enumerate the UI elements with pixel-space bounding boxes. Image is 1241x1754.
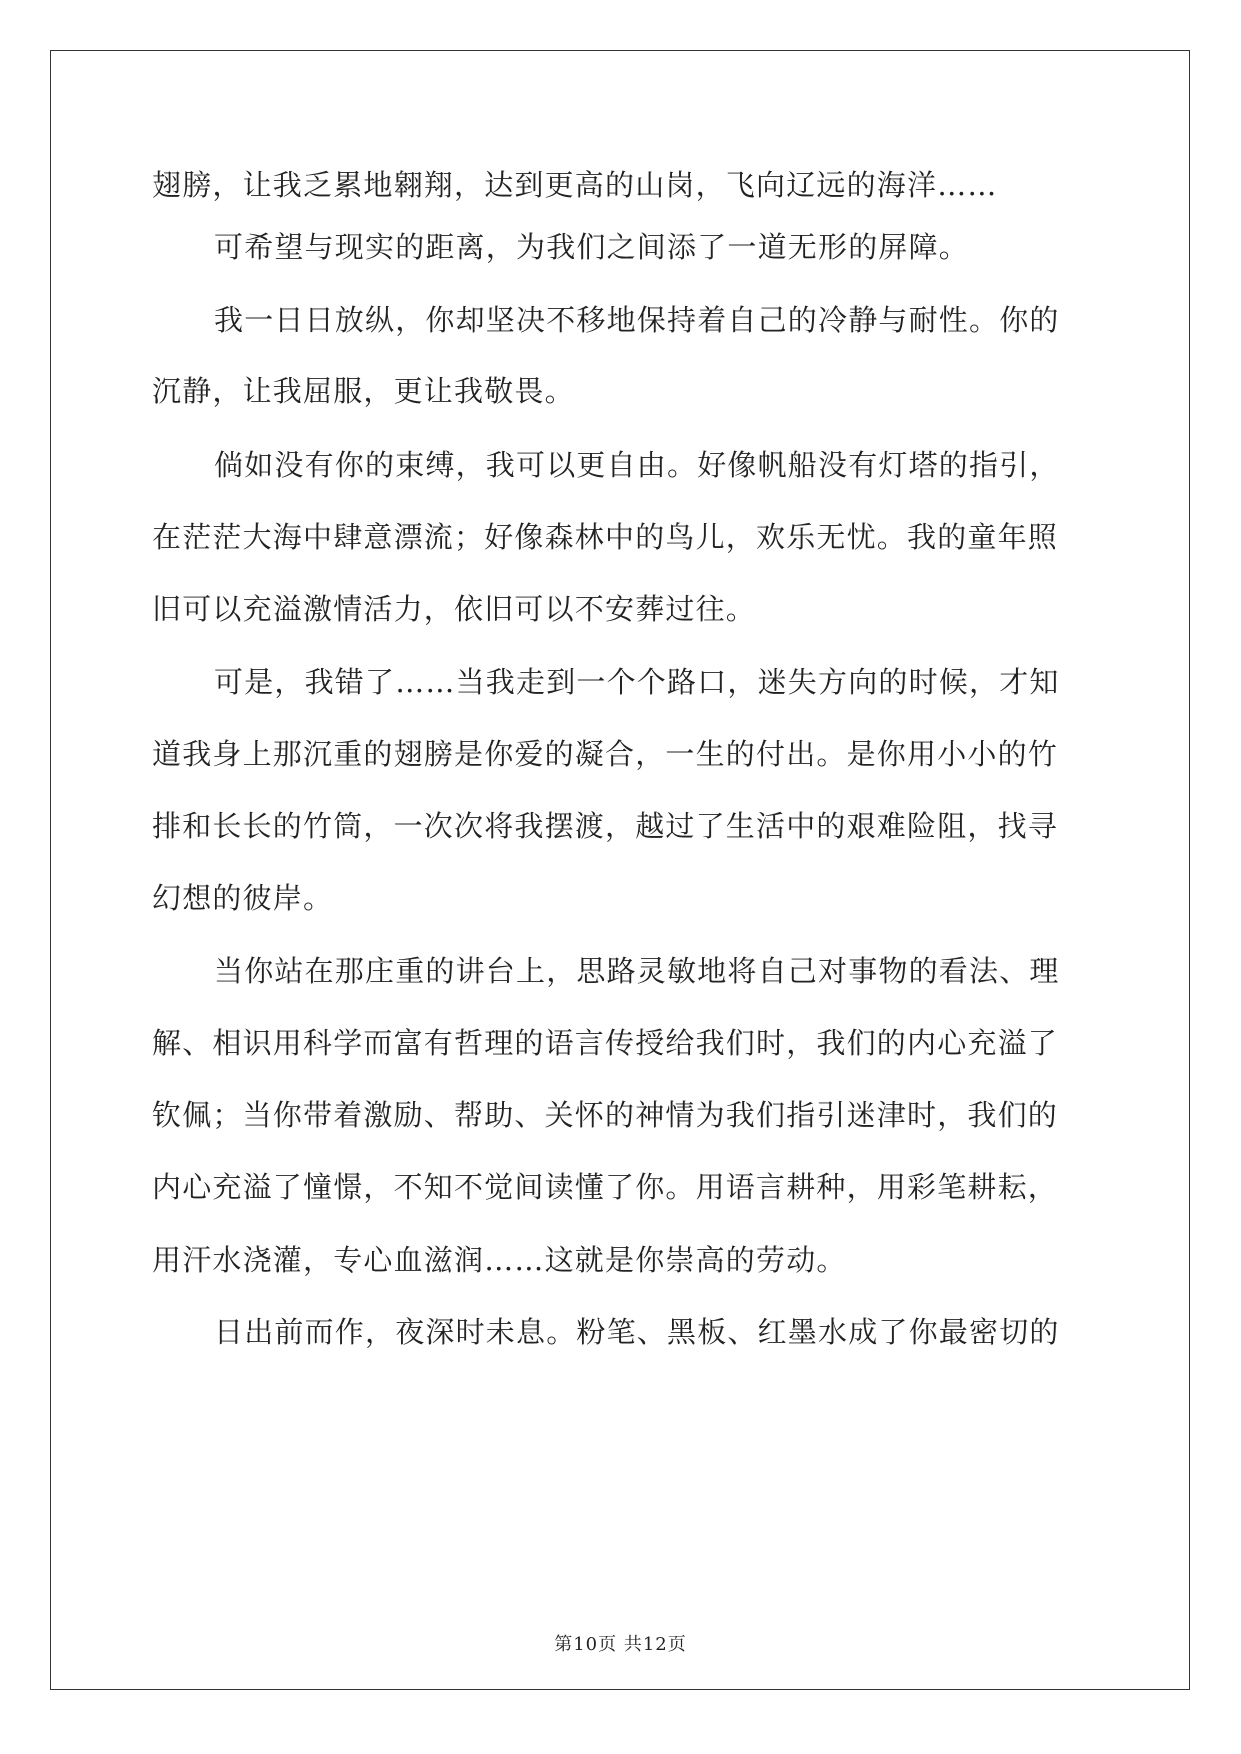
- text-line: 用汗水浇灌，专心血滋润……这就是你崇高的劳动。: [152, 1243, 847, 1277]
- text-line: 翅膀，让我乏累地翱翔，达到更高的山岗，飞向辽远的海洋……: [152, 168, 998, 202]
- text-line: 内心充溢了憧憬，不知不觉间读懂了你。用语言耕种，用彩笔耕耘，: [152, 1170, 1059, 1204]
- paragraph-start-line: 可希望与现实的距离，为我们之间添了一道无形的屏障。: [214, 230, 970, 264]
- text-line: 道我身上那沉重的翅膀是你爱的凝合，一生的付出。是你用小小的竹: [152, 737, 1059, 771]
- paragraph-start-line: 日出前而作，夜深时未息。粉笔、黑板、红墨水成了你最密切的: [214, 1315, 1060, 1349]
- paragraph-start-line: 倘如没有你的束缚，我可以更自由。好像帆船没有灯塔的指引，: [214, 448, 1060, 482]
- page-number-footer: 第10页 共12页: [554, 1634, 687, 1655]
- text-line: 旧可以充溢激情活力，依旧可以不安葬过往。: [152, 592, 757, 626]
- text-line: 解、相识用科学而富有哲理的语言传授给我们时，我们的内心充溢了: [152, 1026, 1059, 1060]
- page-border: [50, 50, 1190, 1690]
- text-line: 在茫茫大海中肆意漂流；好像森林中的鸟儿，欢乐无忧。我的童年照: [152, 520, 1059, 554]
- paragraph-start-line: 当你站在那庄重的讲台上，思路灵敏地将自己对事物的看法、理: [214, 954, 1060, 988]
- paragraph-start-line: 可是，我错了……当我走到一个个路口，迷失方向的时候，才知: [214, 665, 1060, 699]
- text-line: 沉静，让我屈服，更让我敬畏。: [152, 374, 575, 408]
- paragraph-start-line: 我一日日放纵，你却坚决不移地保持着自己的冷静与耐性。你的: [214, 303, 1060, 337]
- text-line: 钦佩；当你带着激励、帮助、关怀的神情为我们指引迷津时，我们的: [152, 1098, 1059, 1132]
- text-line: 幻想的彼岸。: [152, 881, 334, 915]
- text-line: 排和长长的竹筒，一次次将我摆渡，越过了生活中的艰难险阻，找寻: [152, 809, 1059, 843]
